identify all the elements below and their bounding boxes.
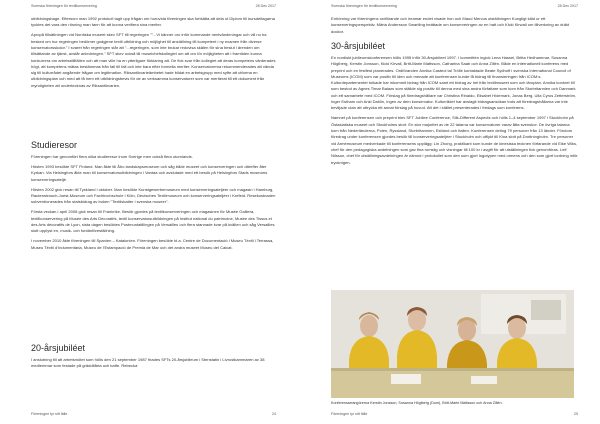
photo-figure bbox=[331, 290, 574, 406]
running-foot bbox=[31, 412, 276, 416]
section-heading-20-arsjubileet: 20-årsjubiléet bbox=[31, 343, 86, 353]
page-number: 24 bbox=[272, 412, 276, 416]
section-heading-studieresor: Studieresor bbox=[31, 140, 78, 150]
footer-title: Föreningen tyr sitt fälle bbox=[331, 412, 368, 416]
running-head-title: Svenska föreningen för textilkonservering bbox=[31, 4, 97, 8]
left-studieresor-section bbox=[31, 140, 276, 255]
left-top-section bbox=[31, 16, 276, 93]
section-heading-30-arsjubileet: 30-årsjubiléet bbox=[331, 41, 386, 51]
right-top-section bbox=[331, 16, 578, 39]
photo-caption: Konferensarrangörerna Kerstin Jonsson, Susanna Höglberg (Dom), Britt-Marie Mattsson och Anna Zillén. bbox=[331, 401, 503, 405]
paragraph: I anslutning till att arbetsmötet som hölls den 21 september 1987 firades SFTs 20-årsjubileum i Stenstatin i Livrustkammaren av 38 medlemmar som festade på grädditårta och kaffe. Rebecka bbox=[31, 357, 265, 369]
paragraph: I november 2010 åkte föreningen till Spanien – Katalonien. Föreningen besökte bl.a. Centre de Documentació i Museu Tèxtil i Terrassa, Museu Tèxtil d'Indumentària, Museu de l'Estampació de Premià de Mar och det andra museet Museu del Calcat. bbox=[31, 238, 274, 250]
paragraph: Enhörning var föreningens ordförande och inramar endet visade hon och Maud Mercus utställningen Kungligt käld ur ett konserveringsperspektiv. Märta Andersson Swartling beättade om konserveringen av en hatt och Kicki Kirwall om tillverkning av dräkt dockor. bbox=[331, 16, 570, 34]
left-20-section bbox=[31, 343, 276, 373]
paragraph: Apropå tillsättningen vid Nordiska museet skev SFT till regeringen ""...Vi känner oro inför kommande nentvändeningar och vill nu ha besked om hur regeringen bedömer godgjene textil utbildning och möjlighet till anställning till kompetent i ny examen från diverse konservatorsskolor." I svaret från regeringen står att "...regeringen, som inte brukar redovisa skälen för sina beslut i ärenden om tillsättande av tjänst, avstår anledningen." SFT skev också till museichefskollegiet om att oro för möjligheten att i framtiden kunna konkurrera om arbetsstillfällen och att man ville ha en ytterligare förklaring att. De fick svar från kollegiet att deras kompetens värderades högt, att kompetens mätas bestämmas från fall till fall och inte bara efter formella meriter. Konservatorerna rekommenderades att vända sig till kulturrådet angående frågan om legitimation. Riksantikvarieämbetet hade bildat en arbetsgrupp med syfte att utforma en utbildningsplan och med att få hem ett utbildningsbevis för de av verksamma konservatorer som var meriterat till ett dokument från myndigheten att undertecknas av Riksantikvarien. bbox=[31, 32, 276, 88]
conference-photo bbox=[331, 290, 574, 398]
right-page bbox=[300, 0, 600, 424]
paragraph: En nordiskt jubileumskonferensen hölls 1995 inför 30-årsjubileet 1997. I kommittén ingick Lena Hassel, Britta Hedhammar, Susanna Höglberg, Kerstin Jonsson, Kicki Kirvall, Britt-Marie Mattsson, Catharina Saab och Anna Zillén. Både en internationell konferens med preprint och en festfest planerades. Ordföranden Annika Casteoi tal Trölle kontaktade Beate Sydhoff i svenska International Council of Museums (ICOM) som var positiv till iden och menade att konferensen kunde få bidrag till finansieringen från ICOM:s. Kulturdepartementet tolkade har inkommit bidrag från ICOM samt ett bidrag av hel från textilmuseet som och läroplan. Annika konkret till som bestod av Agnes Timar Balazs som ställde sig positiv till denna med sina andra författare som kom från Storbritannien och Danmark och ett samarbete med ICOM. Förslag på föredragshållare var Christina Rinaldo, Elisabet Hidemark, Jonas Berg, Ulla Cyrus Zetterström, Inger Estham och Anki Dahlin, ingen av dem konservator. Kulturrådet har avslagit bidragsansökan trots att föredragshållarna var inte beviljade utan att uttrycka ett annat förslag på huvud. Att det i stället presenterades i fredags som konferens. bbox=[331, 55, 577, 111]
paragraph: Föreningen har genomfört flera olika studieresor inom Sverige men också flera utomlands. bbox=[31, 154, 193, 159]
paragraph: Namnet på konferensen och preprint blev SFT Jubilee Conference, Silk-Different Aspects och hölls 1–4 september 1997 i Stockholm på Östasiatiska museet och Stockholms stort. En stor majoritet av de 22 talarna var konservatorer varav åtta svenskor. De övriga talarna kom från Nederländerna, Polen, Ryssland, Storbritannien, Estland och Italien. Konferensen deltog 79 personer från 13 länder. Förutom föredrag under konferensen gjordes besök till konserveringsateljéer i Stockholm och utflykt till Kina slott på Drottningholm. Tre personer vid Armémuseum medverkade till konferensens upplägg: Lin Zhong, praktikant som kunde de kinesiska tecknen förfarande vid Eike Wiks, chef för den pedagogiska avdelningen som gav fina rumslig och visningar till 100 kr i avgift för att utställningen fick genomföras. Leif Nilsson, chef för utställningsavdelningen är nämnd i protokollet som den som gjort logotypen med ormens och den som gjort iordning inför trycknigen. bbox=[331, 115, 578, 165]
footer-title: Föreningen tyr sitt fälle bbox=[31, 412, 68, 416]
running-foot bbox=[331, 412, 578, 416]
paragraph: Hösten 2002 gick resan till Tyskland i oktober. Man besökte Kunstgewerbemuseum med konserveringsateljéer och magasin i Hamburg, Rautenstrauch-Joest-Museum och Fachhochschule i Köln, Deutsches Textilmuseum och konserveringsateljéer i Krefeld. Resekostnaden subventionerades från statsbidrag av boken "Textilskatter i svenska museer". bbox=[31, 186, 276, 205]
running-head bbox=[331, 4, 578, 8]
page-number: 25 bbox=[574, 412, 578, 416]
paragraph: Hösten 1993 besökte SFT Finland. Man åkte till Åbo landskapsmuseum och såg både museet och konserveringen och därefter åter Kyrkan. Via Helsingfors åkte man till konservatorsutbildningen i Vantaa och avslutade med ett besök på Helsingfors Stads museums konserveringsateljé. bbox=[31, 164, 268, 182]
running-head bbox=[31, 4, 276, 8]
conference-photo-icon bbox=[331, 290, 574, 398]
running-head-date: 28 Dec 2017 bbox=[255, 4, 276, 8]
running-head-title: Svenska föreningen för textilkonservering bbox=[331, 4, 397, 8]
paragraph: utbildningsbage. Eftersom man 1992 protokoll tagit upp frågan om huruvida föreningen ska fortsätta att dela ut Diplom till kursdeltagarna tycktes det vara den rösning man fann för att kunna verifiera sina meriter. bbox=[31, 16, 275, 28]
paragraph: Första veckan i april 2008 gick resan till Frankrike. Besök gjordes på textilkonserveringen och magasinen för Musée Galliera, textilkonservering på Musée des Arts Décoratifs, textil konservatorsutbildningen på Institut national du patrimoine, Musée des Tissus et des Arts décoratifs de Lyon, sista dagen besöktes Postmuntatillingen på Versailles och flera stannade kvar på kvällen och såg Versailles slott upplyst en, musik- och fontänföreställning. bbox=[31, 209, 275, 234]
right-30-section bbox=[331, 41, 578, 170]
running-head-date: 28 Dec 2017 bbox=[557, 4, 578, 8]
